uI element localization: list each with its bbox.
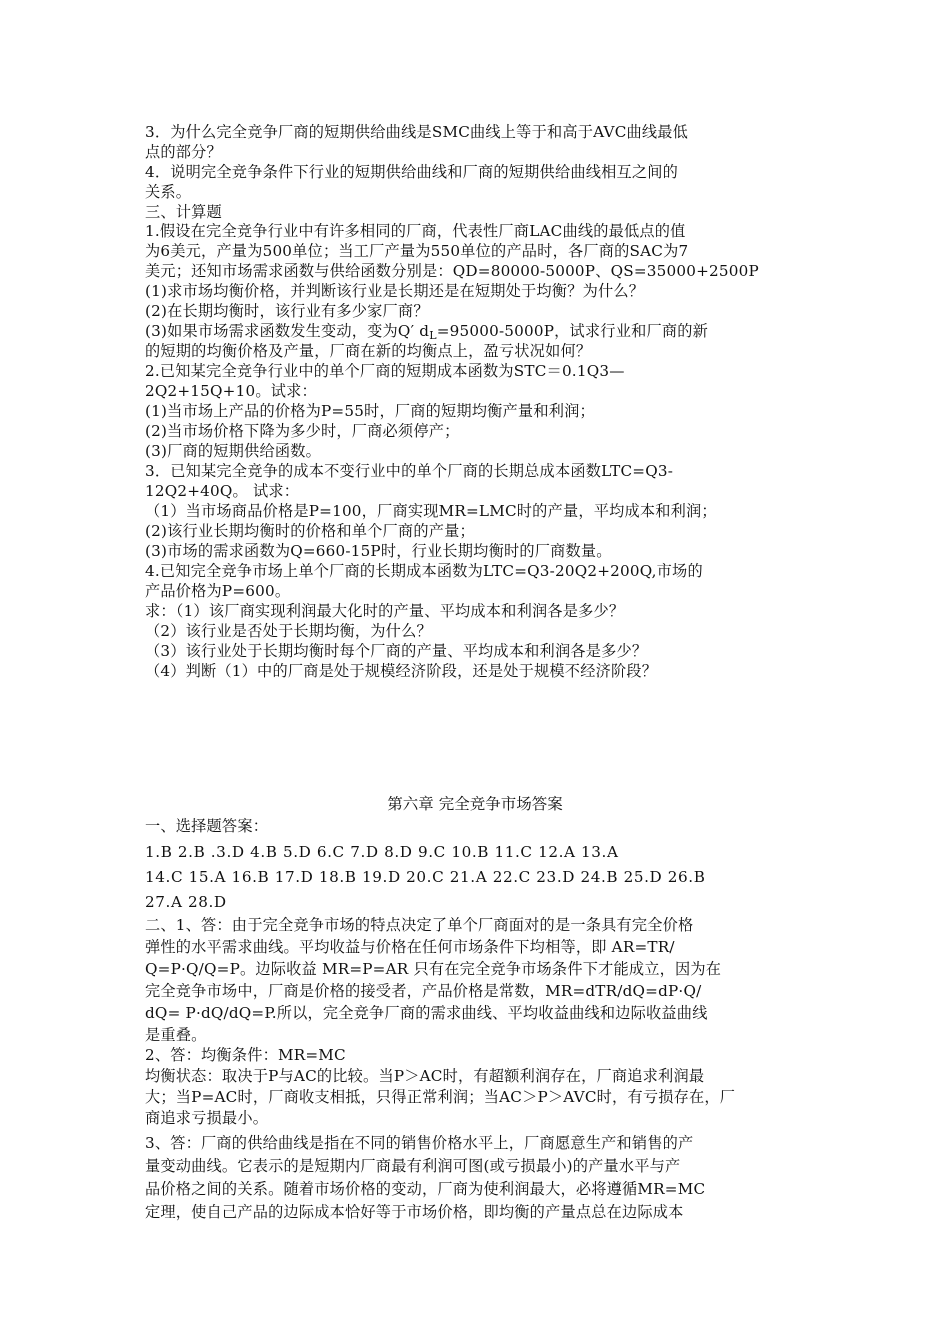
calc-3-sub-3: (3)市场的需求函数为Q=660-15P时，行业长期均衡时的厂商数量。 — [145, 542, 612, 560]
section-heading-calculation: 三、计算题 — [145, 203, 222, 221]
calc-4-line-2: 产品价格为P=600。 — [145, 582, 291, 600]
answer-1-line-4: 完全竞争市场中，厂商是价格的接受者，产品价格是常数，MR=dTR/dQ=dP·Q/ — [145, 982, 702, 1000]
question-4-line-1: 4．说明完全竞争条件下行业的短期供给曲线和厂商的短期供给曲线相互之间的 — [145, 163, 679, 181]
answer-2-line-4: 商追求亏损最小。 — [145, 1109, 269, 1127]
calc-2-sub-2: (2)当市场价格下降为多少时，厂商必须停产； — [145, 422, 460, 440]
answer-1-line-5: dQ= P·dQ/dQ=P.所以，完全竞争厂商的需求曲线、平均收益曲线和边际收益曲线 — [145, 1004, 708, 1022]
answer-1-line-6: 是重叠。 — [145, 1026, 207, 1044]
calc-1-sub-3-text-b: =95000-5000P，试求行业和厂商的新 — [436, 322, 709, 340]
answer-1-line-3: Q=P·Q/Q=P。边际收益 MR=P=AR 只有在完全竞争市场条件下才能成立，因为在 — [145, 960, 722, 978]
calc-2-sub-3: (3)厂商的短期供给函数。 — [145, 442, 321, 460]
mc-answers-line-1: 1.B 2.B .3.D 4.B 5.D 6.C 7.D 8.D 9.C 10.B 11.C 12.A 13.A — [145, 843, 619, 861]
answer-3-line-1: 3、答：厂商的供给曲线是指在不同的销售价格水平上，厂商愿意生产和销售的产 — [145, 1134, 694, 1152]
calc-3-sub-2: (2)该行业长期均衡时的价格和单个厂商的产量； — [145, 522, 475, 540]
calc-1-line-2: 为6美元，产量为500单位；当工厂产量为550单位的产品时，各厂商的SAC为7 — [145, 242, 689, 260]
answer-3-line-4: 定理，使自己产品的边际成本恰好等于市场价格，即均衡的产量点总在边际成本 — [145, 1203, 684, 1221]
answer-2-line-1: 2、答：均衡条件：MR=MC — [145, 1046, 346, 1064]
calc-4-line-1: 4.已知完全竞争市场上单个厂商的长期成本函数为LTC=Q3-20Q2+200Q,市场的 — [145, 562, 703, 580]
mc-answers-line-3: 27.A 28.D — [145, 893, 227, 911]
calc-1-sub-3-line-2: 的短期的均衡价格及产量，厂商在新的均衡点上，盈亏状况如何？ — [145, 342, 592, 360]
calc-3-line-1: 3．已知某完全竞争的成本不变行业中的单个厂商的长期总成本函数LTC=Q3- — [145, 462, 674, 480]
answer-2-line-3: 大；当P=AC时，厂商收支相抵，只得正常利润；当AC＞P＞AVC时，有亏损存在，厂 — [145, 1088, 736, 1106]
calc-2-sub-1: (1)当市场上产品的价格为P=55时，厂商的短期均衡产量和利润； — [145, 402, 595, 420]
calc-3-sub-1: （1）当市场商品价格是P=100，厂商实现MR=LMC时的产量，平均成本和利润； — [145, 502, 717, 520]
question-4-line-2: 关系。 — [145, 183, 192, 201]
question-3-line-1: 3．为什么完全竞争厂商的短期供给曲线是SMC曲线上等于和高于AVC曲线最低 — [145, 123, 689, 141]
calc-3-line-2: 12Q2+40Q。 试求： — [145, 482, 300, 500]
calc-1-line-3: 美元；还知市场需求函数与供给函数分别是：QD=80000-5000P、QS=35000+2500P — [145, 262, 759, 280]
calc-1-sub-1: (1)求市场均衡价格，并判断该行业是长期还是在短期处于均衡？为什么？ — [145, 282, 645, 300]
calc-4-sub-2: （2）该行业是否处于长期均衡，为什么？ — [145, 622, 432, 640]
calc-1-sub-3-text-a: (3)如果市场需求函数发生变动，变为Q′ d — [145, 322, 430, 340]
calc-1-line-1: 1.假设在完全竞争行业中有许多相同的厂商，代表性厂商LAC曲线的最低点的值 — [145, 222, 686, 240]
calc-1-sub-2: (2)在长期均衡时，该行业有多少家厂商？ — [145, 302, 429, 320]
answer-3-line-3: 品价格之间的关系。随着市场价格的变动，厂商为使利润最大，必将遵循MR=MC — [145, 1180, 706, 1198]
answer-1-line-2: 弹性的水平需求曲线。平均收益与价格在任何市场条件下均相等，即 AR=TR/ — [145, 938, 675, 956]
mc-answers-line-2: 14.C 15.A 16.B 17.D 18.B 19.D 20.C 21.A 22.C 23.D 24.B 25.D 26.B — [145, 868, 706, 886]
mc-answers-heading: 一、选择题答案： — [145, 817, 269, 835]
answer-1-line-1: 二、1、答：由于完全竞争市场的特点决定了单个厂商面对的是一条具有完全价格 — [145, 916, 694, 934]
question-3-line-2: 点的部分？ — [145, 143, 222, 161]
answers-title: 第六章 完全竞争市场答案 — [387, 795, 563, 813]
calc-4-sub-1: 求：（1）该厂商实现利润最大化时的产量、平均成本和利润各是多少？ — [145, 602, 625, 620]
calc-2-line-2: 2Q2+15Q+10。试求： — [145, 382, 317, 400]
calc-4-sub-3: （3）该行业处于长期均衡时每个厂商的产量、平均成本和利润各是多少？ — [145, 642, 648, 660]
answer-2-line-2: 均衡状态：取决于P与AC的比较。当P＞AC时，有超额利润存在，厂商追求利润最 — [145, 1067, 705, 1085]
calc-1-sub-3-subscript: L — [429, 329, 437, 342]
calc-2-line-1: 2.已知某完全竞争行业中的单个厂商的短期成本函数为STC＝0.1Q3— — [145, 362, 625, 380]
answer-3-line-2: 量变动曲线。它表示的是短期内厂商最有利润可图(或亏损最小)的产量水平与产 — [145, 1157, 681, 1175]
calc-4-sub-4: （4）判断（1）中的厂商是处于规模经济阶段，还是处于规模不经济阶段？ — [145, 662, 658, 680]
